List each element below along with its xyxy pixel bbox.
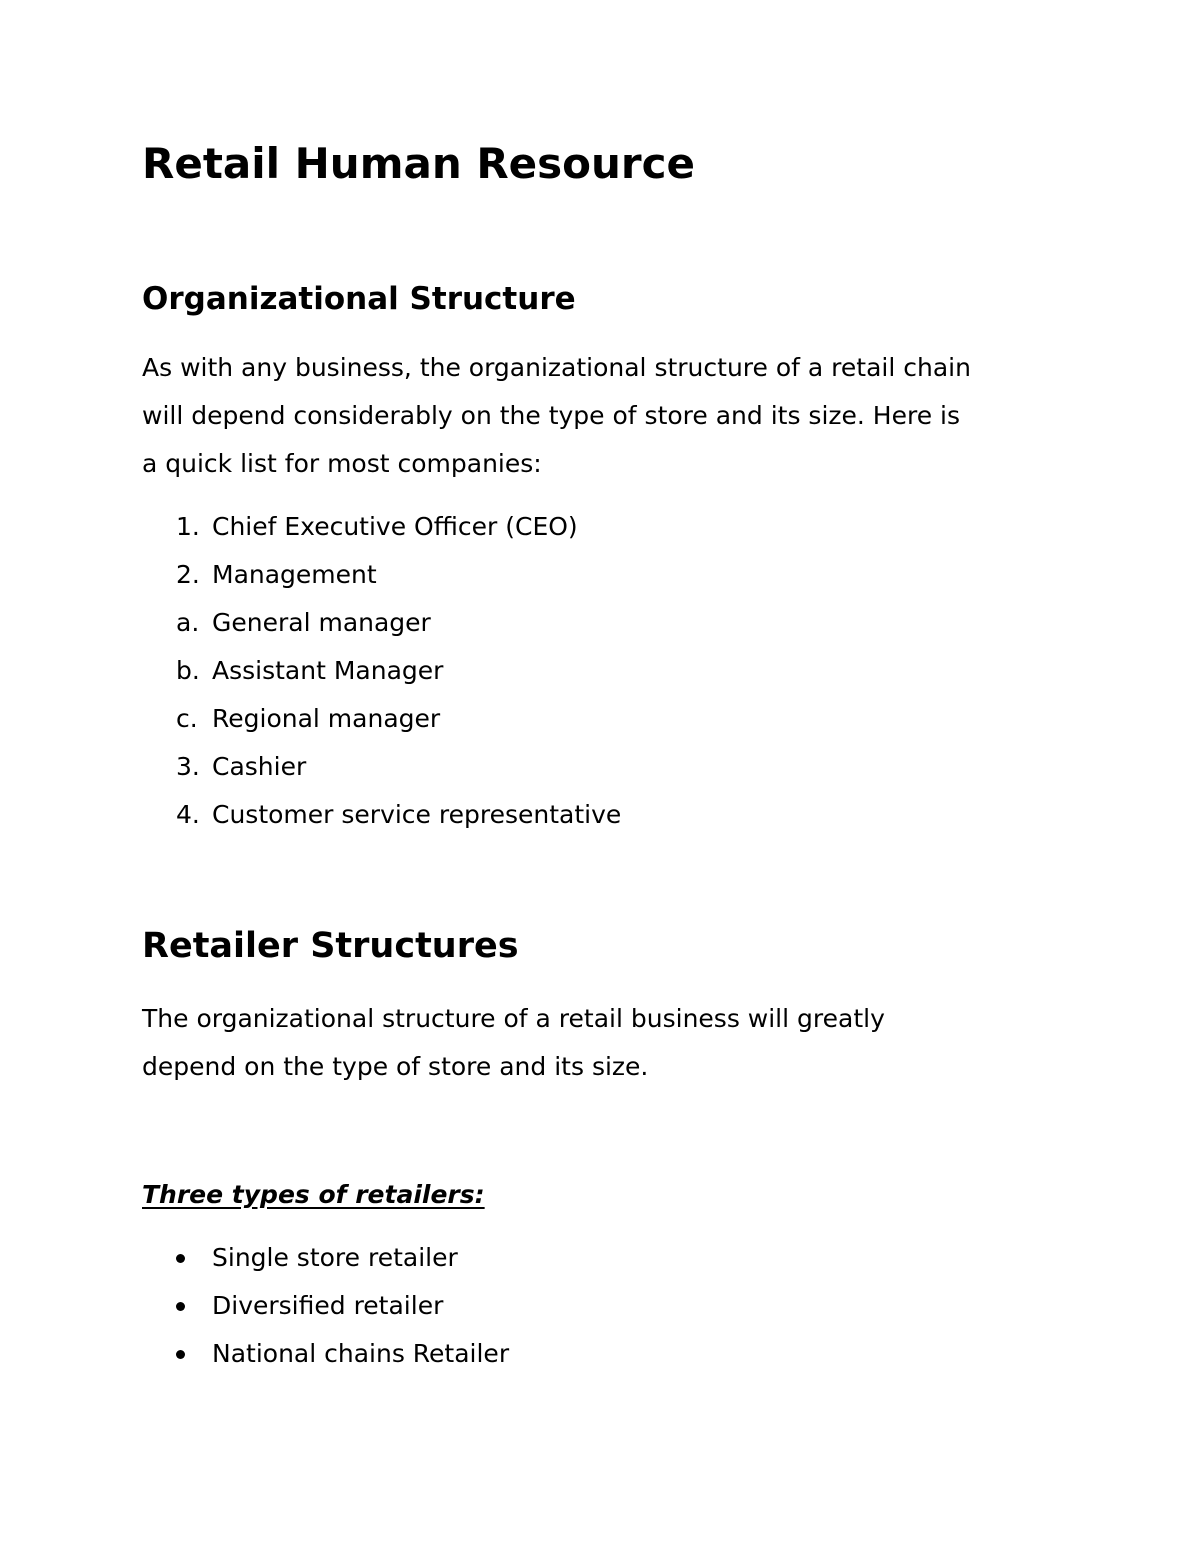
section-heading-organizational-structure: Organizational Structure [142, 281, 576, 317]
bullet-icon [176, 1350, 185, 1359]
subheading-three-types: Three types of retailers: [142, 1180, 485, 1209]
list-item-text: National chains Retailer [212, 1339, 510, 1368]
list-marker: a. [176, 608, 200, 637]
list-item-text: Single store retailer [212, 1243, 458, 1272]
list-item-text: Customer service representative [212, 800, 622, 829]
list-item-text: General manager [212, 608, 431, 637]
list-marker: 4. [176, 800, 200, 829]
list-item-text: Chief Executive Officer (CEO) [212, 512, 578, 541]
paragraph-line: will depend considerably on the type of store and its size. Here is [142, 401, 961, 430]
section-heading-retailer-structures: Retailer Structures [142, 926, 519, 966]
list-marker: c. [176, 704, 198, 733]
paragraph-line: The organizational structure of a retail business will greatly [142, 1004, 885, 1033]
bullet-icon [176, 1254, 185, 1263]
list-item-text: Management [212, 560, 377, 589]
list-marker: 2. [176, 560, 200, 589]
list-marker: 3. [176, 752, 200, 781]
paragraph-line: a quick list for most companies: [142, 449, 542, 478]
list-marker: b. [176, 656, 200, 685]
paragraph-line: depend on the type of store and its size. [142, 1052, 649, 1081]
list-item-text: Cashier [212, 752, 307, 781]
list-marker: 1. [176, 512, 200, 541]
bullet-icon [176, 1302, 185, 1311]
list-item-text: Regional manager [212, 704, 441, 733]
document-title: Retail Human Resource [142, 139, 696, 188]
paragraph-line: As with any business, the organizational structure of a retail chain [142, 353, 971, 382]
list-item-text: Diversified retailer [212, 1291, 444, 1320]
list-item-text: Assistant Manager [212, 656, 444, 685]
